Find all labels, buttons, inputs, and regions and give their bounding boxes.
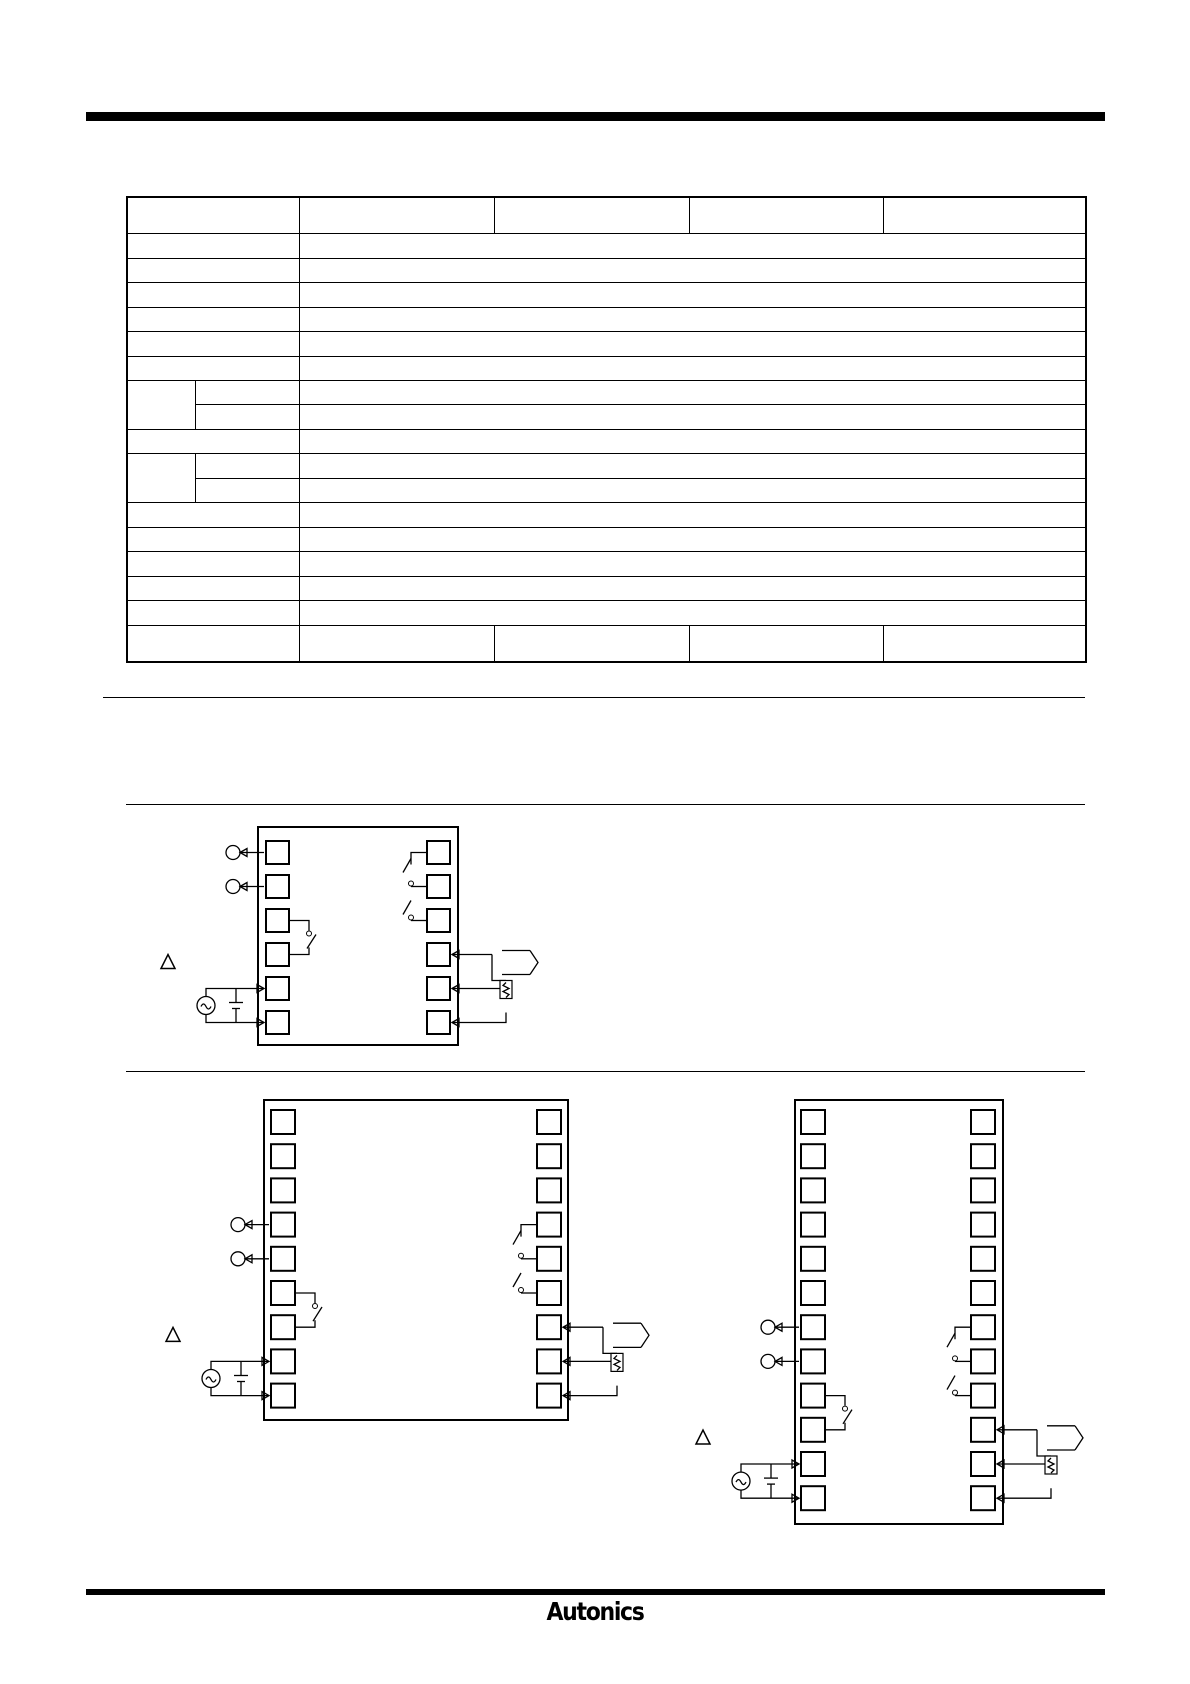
terminal-left bbox=[271, 1315, 295, 1339]
wire bbox=[603, 1327, 617, 1353]
thermocouple-icon bbox=[1075, 1426, 1083, 1450]
table-row bbox=[127, 381, 1086, 405]
terminal-left bbox=[271, 1178, 295, 1202]
terminal-right bbox=[971, 1247, 995, 1271]
relay-contact-icon bbox=[843, 1410, 852, 1424]
wire bbox=[492, 955, 506, 981]
terminal-left bbox=[266, 841, 289, 864]
terminal-left bbox=[801, 1418, 825, 1442]
wire bbox=[452, 1013, 506, 1023]
terminal-right bbox=[537, 1349, 561, 1373]
output-lamp-icon bbox=[761, 1354, 775, 1368]
terminal-right bbox=[537, 1384, 561, 1408]
terminal-right bbox=[537, 1213, 561, 1237]
terminal-left bbox=[801, 1452, 825, 1476]
relay-contact-icon bbox=[313, 1307, 322, 1321]
terminal-right bbox=[427, 1011, 450, 1034]
terminal-right bbox=[971, 1418, 995, 1442]
terminal-right bbox=[971, 1178, 995, 1202]
wire bbox=[211, 1361, 269, 1369]
terminal-right bbox=[971, 1349, 995, 1373]
wiring-diagram-small bbox=[160, 825, 600, 1060]
output-lamp-icon bbox=[231, 1252, 245, 1266]
wire bbox=[997, 1488, 1051, 1498]
terminal-right bbox=[427, 943, 450, 966]
wire bbox=[741, 1464, 799, 1472]
contact-point-icon bbox=[519, 1288, 524, 1293]
terminal-left bbox=[266, 1011, 289, 1034]
thermocouple-icon bbox=[530, 951, 538, 975]
caution-triangle-icon bbox=[166, 1327, 180, 1341]
terminal-left bbox=[271, 1349, 295, 1373]
table-row bbox=[127, 234, 1086, 258]
wire bbox=[211, 1388, 269, 1396]
terminal-right bbox=[537, 1247, 561, 1271]
terminal-right bbox=[971, 1315, 995, 1339]
caution-triangle-icon bbox=[161, 955, 175, 969]
terminal-right bbox=[537, 1178, 561, 1202]
terminal-left bbox=[271, 1110, 295, 1134]
section-divider bbox=[126, 804, 1085, 805]
table-row bbox=[127, 601, 1086, 625]
table-row bbox=[127, 356, 1086, 380]
table-row bbox=[127, 552, 1086, 576]
table-row bbox=[127, 478, 1086, 502]
wire bbox=[289, 921, 309, 931]
wire bbox=[206, 1015, 264, 1023]
contact-point-icon bbox=[953, 1390, 958, 1395]
wire bbox=[411, 853, 427, 865]
terminal-left bbox=[271, 1281, 295, 1305]
terminal-right bbox=[537, 1110, 561, 1134]
wire bbox=[502, 951, 530, 975]
contact-point-icon bbox=[519, 1253, 524, 1258]
table-row bbox=[127, 429, 1086, 453]
terminal-left bbox=[801, 1144, 825, 1168]
terminal-right bbox=[427, 977, 450, 1000]
terminal-left bbox=[801, 1349, 825, 1373]
terminal-left bbox=[801, 1315, 825, 1339]
terminal-left bbox=[801, 1178, 825, 1202]
contact-point-icon bbox=[843, 1406, 848, 1411]
table-row bbox=[127, 454, 1086, 478]
terminal-left bbox=[801, 1384, 825, 1408]
terminal-right bbox=[971, 1452, 995, 1476]
wire bbox=[955, 1327, 971, 1339]
relay-contact-icon bbox=[947, 1333, 955, 1347]
wire bbox=[206, 989, 264, 997]
wire bbox=[1047, 1426, 1075, 1450]
relay-contact-icon bbox=[513, 1273, 521, 1287]
specification-table bbox=[126, 196, 1087, 663]
terminal-left bbox=[271, 1144, 295, 1168]
terminal-right bbox=[971, 1110, 995, 1134]
table-row bbox=[127, 576, 1086, 600]
terminal-right bbox=[971, 1486, 995, 1510]
contact-point-icon bbox=[409, 915, 414, 920]
relay-contact-icon bbox=[403, 901, 411, 915]
table-row bbox=[127, 503, 1086, 527]
contact-point-icon bbox=[307, 931, 312, 936]
wiring-diagram-large bbox=[685, 1095, 1105, 1535]
wire bbox=[521, 1225, 537, 1237]
table-row bbox=[127, 332, 1086, 356]
wire bbox=[295, 1293, 315, 1303]
output-lamp-icon bbox=[761, 1320, 775, 1334]
terminal-right bbox=[971, 1144, 995, 1168]
terminal-left bbox=[801, 1486, 825, 1510]
wire bbox=[613, 1323, 641, 1347]
wire bbox=[295, 1320, 315, 1327]
wire bbox=[289, 948, 309, 955]
terminal-right bbox=[427, 841, 450, 864]
table-row bbox=[127, 283, 1086, 307]
terminal-left bbox=[266, 875, 289, 898]
contact-point-icon bbox=[953, 1356, 958, 1361]
header-rule bbox=[86, 112, 1105, 121]
terminal-left bbox=[801, 1110, 825, 1134]
section-divider bbox=[126, 1071, 1085, 1072]
footer-rule bbox=[86, 1589, 1105, 1595]
wire bbox=[825, 1423, 845, 1430]
terminal-left bbox=[266, 943, 289, 966]
terminal-right bbox=[537, 1144, 561, 1168]
table-footer-row bbox=[127, 625, 1086, 662]
relay-contact-icon bbox=[307, 935, 316, 949]
relay-contact-icon bbox=[947, 1376, 955, 1390]
terminal-left bbox=[801, 1213, 825, 1237]
terminal-right bbox=[971, 1281, 995, 1305]
wire bbox=[1037, 1430, 1051, 1456]
terminal-left bbox=[271, 1213, 295, 1237]
terminal-right bbox=[537, 1315, 561, 1339]
wire bbox=[563, 1386, 617, 1396]
terminal-left bbox=[801, 1247, 825, 1271]
section-divider bbox=[103, 697, 1085, 698]
wiring-diagram-medium bbox=[160, 1095, 680, 1430]
terminal-left bbox=[271, 1247, 295, 1271]
output-lamp-icon bbox=[231, 1218, 245, 1232]
caution-triangle-icon bbox=[696, 1430, 710, 1444]
terminal-block-outline bbox=[264, 1100, 568, 1420]
terminal-left bbox=[801, 1281, 825, 1305]
output-lamp-icon bbox=[226, 846, 240, 860]
output-lamp-icon bbox=[226, 880, 240, 894]
terminal-right bbox=[971, 1213, 995, 1237]
table-row bbox=[127, 405, 1086, 429]
wire bbox=[825, 1396, 845, 1406]
terminal-right bbox=[537, 1281, 561, 1305]
contact-point-icon bbox=[313, 1304, 318, 1309]
table-row bbox=[127, 527, 1086, 551]
table-row bbox=[127, 258, 1086, 282]
table-header-row bbox=[127, 197, 1086, 234]
thermocouple-icon bbox=[641, 1323, 649, 1347]
terminal-right bbox=[971, 1384, 995, 1408]
terminal-left bbox=[271, 1384, 295, 1408]
table-row bbox=[127, 307, 1086, 331]
terminal-right bbox=[427, 875, 450, 898]
autonics-logo: Autonics bbox=[546, 1597, 644, 1626]
relay-contact-icon bbox=[403, 859, 411, 873]
contact-point-icon bbox=[409, 881, 414, 886]
relay-contact-icon bbox=[513, 1231, 521, 1245]
terminal-left bbox=[266, 977, 289, 1000]
terminal-left bbox=[266, 909, 289, 932]
terminal-right bbox=[427, 909, 450, 932]
wire bbox=[741, 1490, 799, 1498]
